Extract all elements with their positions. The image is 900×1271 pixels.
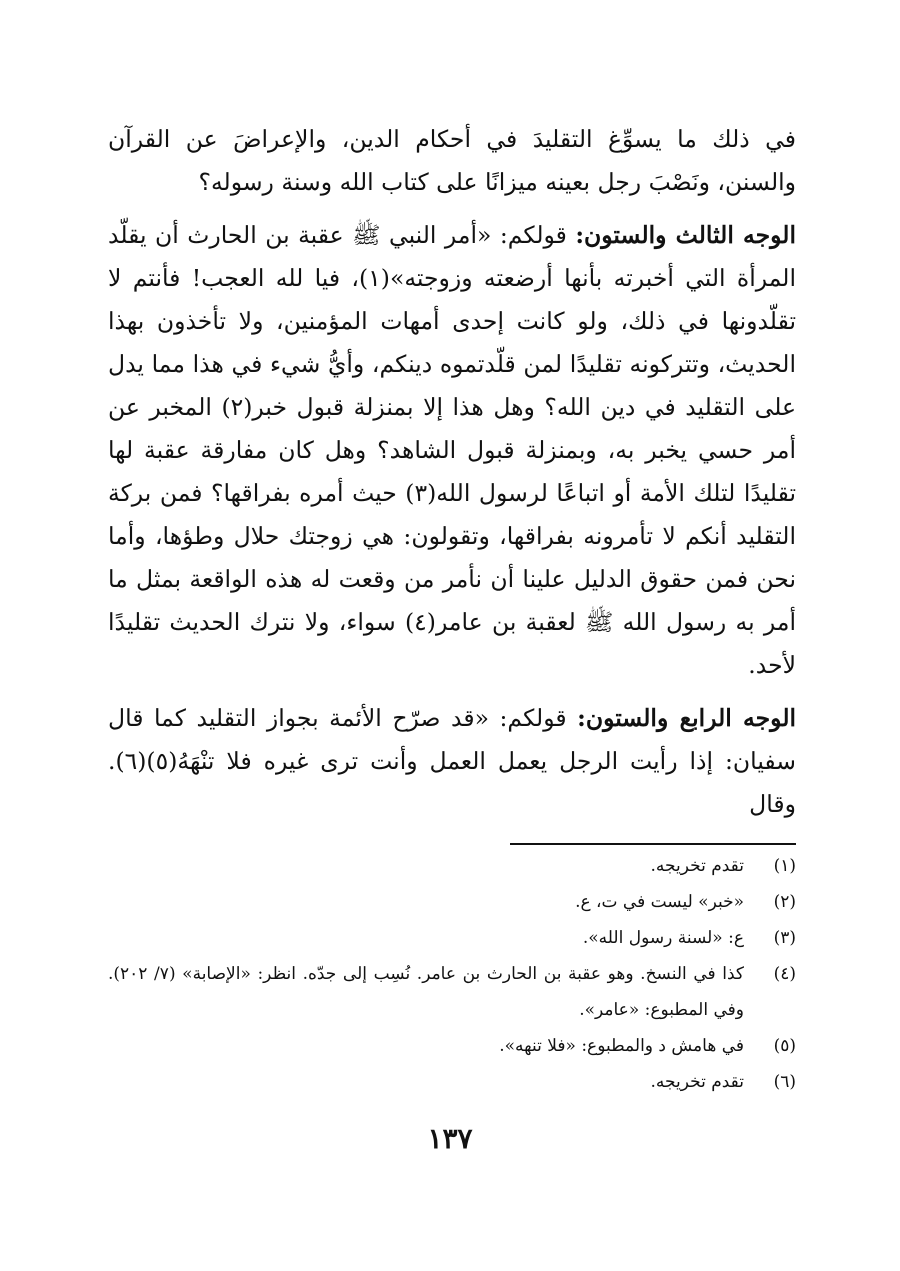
paragraph-3 [108,697,796,826]
paragraph-heading: الوجه الثالث والستون: [575,221,796,249]
footnote-item [108,920,796,956]
footnote-number: (٢) [773,892,796,912]
footnote-text: في هامش د والمطبوع: «فلا تنهه». [499,1036,744,1056]
footnote-text: «خبر» ليست في ت، ع. [575,892,744,912]
footnote-text: تقدم تخريجه. [650,856,744,876]
footnote-divider [510,843,796,845]
page-number: ١٣٧ [427,1122,473,1155]
footnote-number: (٥) [773,1036,796,1056]
footnote-text: تقدم تخريجه. [650,1072,744,1092]
paragraph-1 [108,118,796,204]
paragraph-heading: الوجه الرابع والستون: [577,704,797,732]
footnote-item [108,1028,796,1064]
paragraph-text: قولكم: «قد صرّح الأئمة بجواز التقليد كما قال سفيان: إذا رأيت الرجل يعمل العمل وأنت ترى غيره فلا تنْهَهُ(٥)(٦). وقال [108,704,796,818]
footnote-text: كذا في النسخ. وهو عقبة بن الحارث بن عامر. نُسِب إلى جدّه. انظر: «الإصابة» (٧/ ٢٠٢). وفي المطبوع: «عامر». [108,964,744,1020]
footnote-item [108,1064,796,1100]
paragraph-2 [108,214,796,687]
footnote-number: (٦) [773,1072,796,1092]
footnote-item [108,848,796,884]
footnote-text: ع: «لسنة رسول الله». [582,928,744,948]
footnotes-list [108,848,796,1100]
footnote-number: (١) [773,856,796,876]
paragraph-text: قولكم: «أمر النبي ﷺ عقبة بن الحارث أن يقلّد المرأة التي أخبرته بأنها أرضعته وزوجته»(١)، فيا لله العجب! فأنتم لا تقلّدونها في ذلك، ولو كانت إحدى أمهات المؤمنين، ولا تأخذون بهذا الحديث، وتتركونه تقليدًا لمن قلّدتموه دينكم، وأيُّ شيء في هذا مما يدل على التقليد في دين الله؟ وهل هذا إلا بمنزلة قبول خبر(٢) المخبر عن أمر حسي يخبر به، وبمنزلة قبول الشاهد؟ وهل كان مفارقة عقبة لها تقليدًا لتلك الأمة أو اتباعًا لرسول الله(٣) حيث أمره بفراقها؟ فمن بركة التقليد أنكم لا تأمرونه بفراقها، وتقولون: هي زوجتك حلال وطؤها، وأما نحن فمن حقوق الدليل علينا أن نأمر من وقعت له هذه الواقعة بمثل ما أمر به رسول الله ﷺ لعقبة بن عامر(٤) سواء، ولا نترك الحديث تقليدًا لأحد. [108,221,796,679]
footnote-number: (٤) [773,964,796,984]
main-text [108,118,796,826]
footnote-item [108,884,796,920]
footnote-number: (٣) [773,928,796,948]
paragraph-text: في ذلك ما يسوِّغ التقليدَ في أحكام الدين، والإعراضَ عن القرآن والسنن، ونَصْبَ رجل بعينه ميزانًا على كتاب الله وسنة رسوله؟ [108,125,796,196]
footnote-item [108,956,796,1028]
